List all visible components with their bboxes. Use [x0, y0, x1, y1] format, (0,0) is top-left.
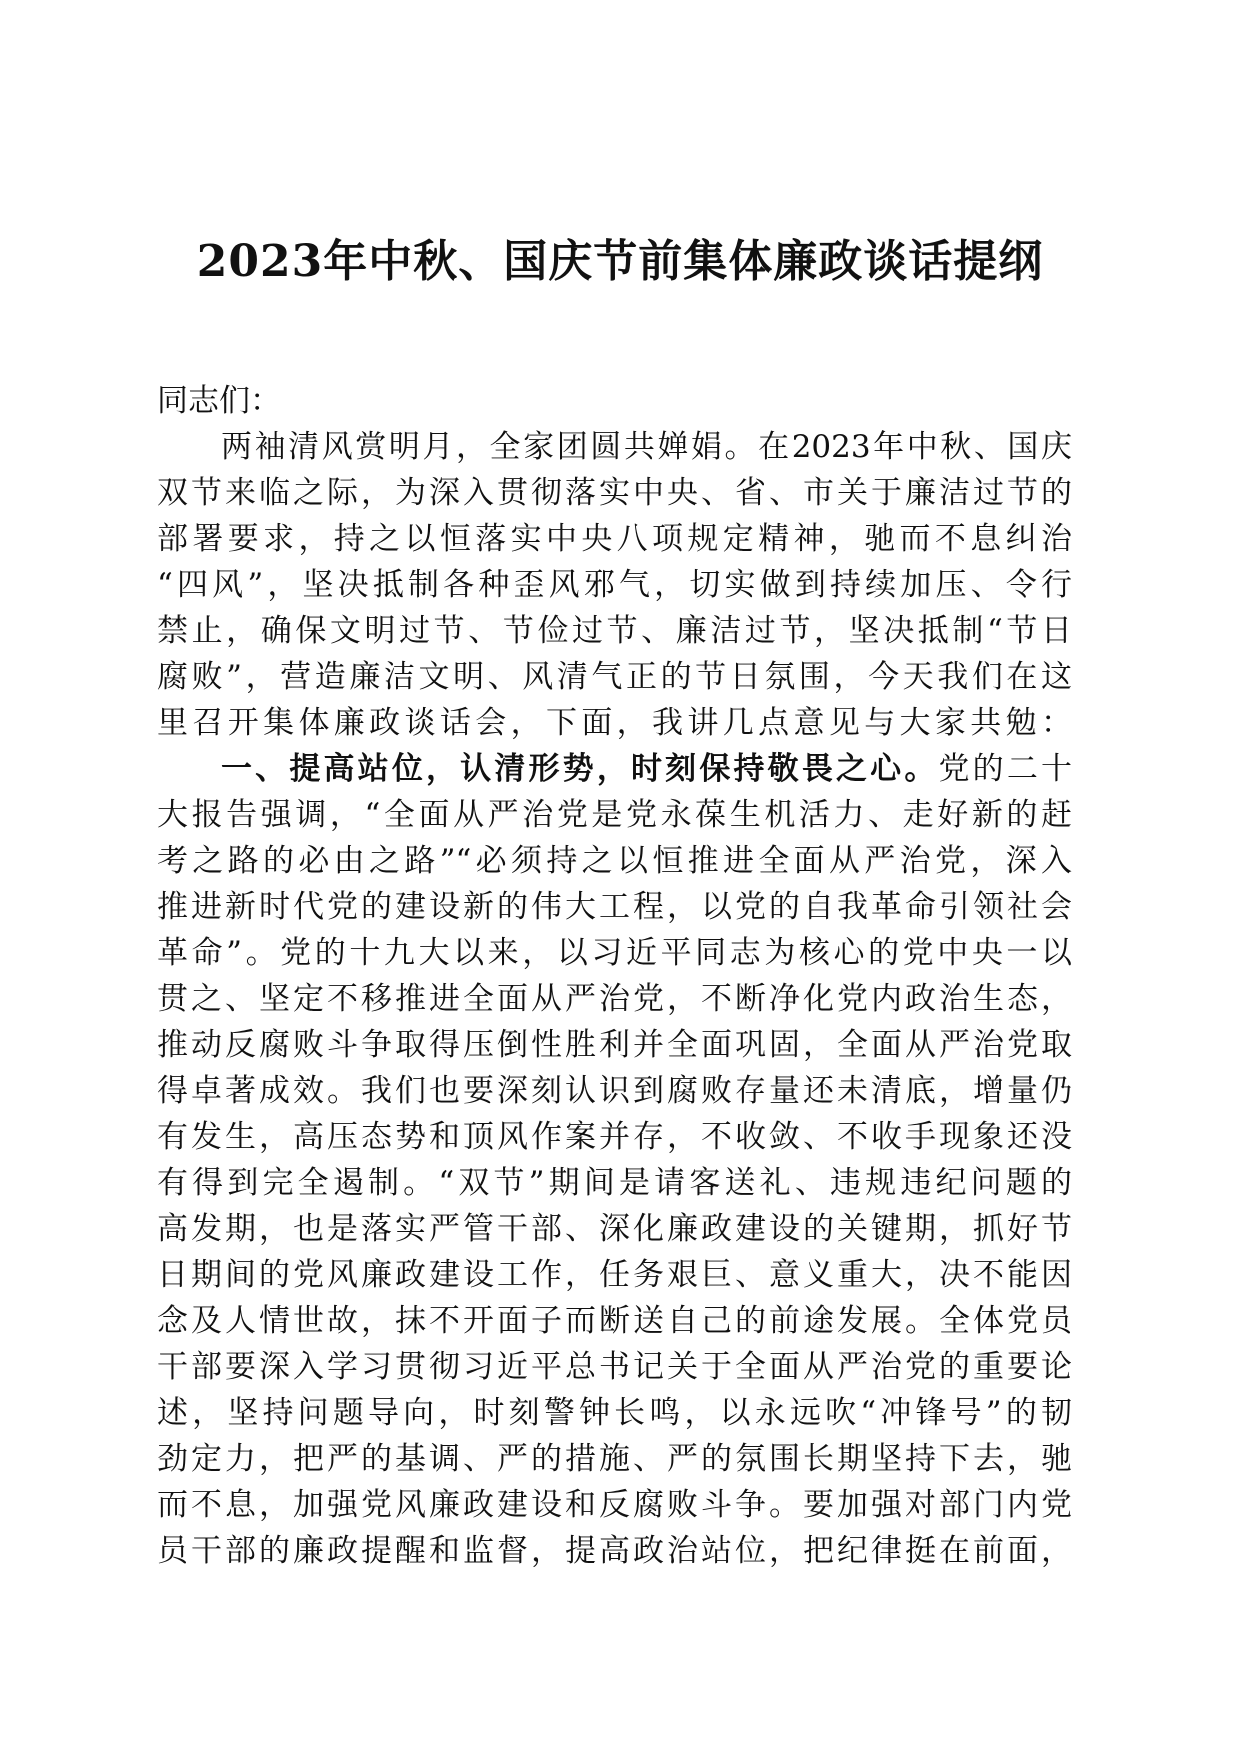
paragraph-line: 述，坚持问题导向，时刻警钟长鸣，以永远吹“冲锋号”的韧: [157, 1395, 1072, 1431]
paragraph-line: 而不息，加强党风廉政建设和反腐败斗争。要加强对部门内党: [157, 1487, 1072, 1523]
paragraph-line: 革命”。党的十九大以来，以习近平同志为核心的党中央一以: [157, 935, 1072, 971]
paragraph-line: 念及人情世故，抹不开面子而断送自己的前途发展。全体党员: [157, 1303, 1072, 1339]
paragraph-line: 禁止，确保文明过节、节俭过节、廉洁过节，坚决抵制“节日: [157, 613, 1072, 649]
document-title: 2023年中秋、国庆节前集体廉政谈话提纲: [196, 236, 1044, 287]
section-heading-line: [157, 746, 1072, 792]
paragraph-line: 有发生，高压态势和顶风作案并存，不收敛、不收手现象还没: [157, 1119, 1072, 1155]
paragraph-line: 贯之、坚定不移推进全面从严治党，不断净化党内政治生态，: [157, 981, 1072, 1017]
paragraph-line: 两袖清风赏明月，全家团圆共婵娟。在2023年中秋、国庆: [221, 429, 1072, 465]
paragraph-line: 大报告强调，“全面从严治党是党永葆生机活力、走好新的赶: [157, 797, 1072, 833]
paragraph-line: 干部要深入学习贯彻习近平总书记关于全面从严治党的重要论: [157, 1349, 1072, 1385]
paragraph-line: 日期间的党风廉政建设工作，任务艰巨、意义重大，决不能因: [157, 1257, 1072, 1293]
document-body: [157, 378, 1072, 1574]
paragraph-line: 得卓著成效。我们也要深刻认识到腐败存量还未清底，增量仍: [157, 1073, 1072, 1109]
paragraph-line: 有得到完全遏制。“双节”期间是请客送礼、违规违纪问题的: [157, 1165, 1072, 1201]
paragraph-line: 推动反腐败斗争取得压倒性胜利并全面巩固，全面从严治党取: [157, 1027, 1072, 1063]
paragraph-line: 腐败”，营造廉洁文明、风清气正的节日氛围，今天我们在这: [157, 659, 1072, 695]
paragraph-line: 员干部的廉政提醒和监督，提高政治站位，把纪律挺在前面，: [157, 1533, 1072, 1569]
paragraph-line: 双节来临之际，为深入贯彻落实中央、省、市关于廉洁过节的: [157, 475, 1072, 511]
paragraph-line: 考之路的必由之路”“必须持之以恒推进全面从严治党，深入: [157, 843, 1072, 879]
paragraph-line: 劲定力，把严的基调、严的措施、严的氛围长期坚持下去，驰: [157, 1441, 1072, 1477]
paragraph-line: 推进新时代党的建设新的伟大工程，以党的自我革命引领社会: [157, 889, 1072, 925]
section-heading: 一、提高站位，认清形势，时刻保持敬畏之心。: [221, 751, 939, 787]
paragraph-line: “四风”，坚决抵制各种歪风邪气，切实做到持续加压、令行: [157, 567, 1072, 603]
paragraph-line: 部署要求，持之以恒落实中央八项规定精神，驰而不息纠治: [157, 521, 1072, 557]
paragraph-line: 里召开集体廉政谈话会，下面，我讲几点意见与大家共勉：: [157, 705, 1072, 741]
salutation: 同志们：: [157, 383, 281, 419]
paragraph-line: 高发期，也是落实严管干部、深化廉政建设的关键期，抓好节: [157, 1211, 1072, 1247]
section-heading-rest: 党的二十: [938, 751, 1072, 787]
